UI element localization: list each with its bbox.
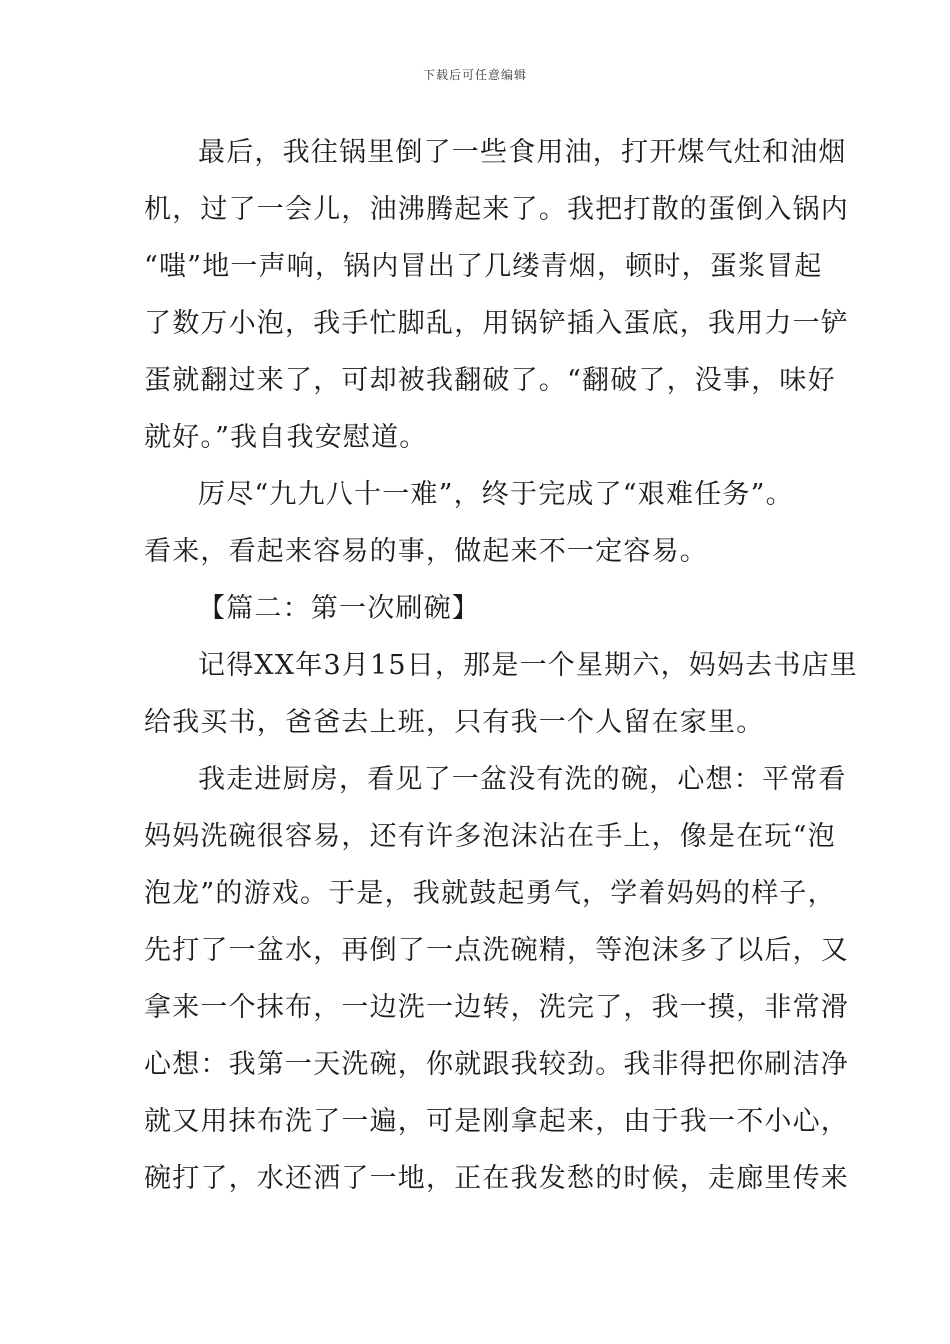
text-line: 最后，我往锅里倒了一些食用油，打开煤气灶和油烟 bbox=[198, 137, 847, 168]
text-line: 先打了一盆水，再倒了一点洗碗精，等泡沫多了以后，又 bbox=[144, 935, 849, 966]
text-line: 看来，看起来容易的事，做起来不一定容易。 bbox=[144, 536, 708, 567]
text-line: 妈妈洗碗很容易，还有许多泡沫沾在手上，像是在玩“泡 bbox=[144, 821, 836, 852]
text-line: 记得XX年3月15日，那是一个星期六，妈妈去书店里 bbox=[198, 650, 858, 681]
text-line: 厉尽“九九八十一难”，终于完成了“艰难任务”。 bbox=[198, 479, 794, 510]
text-line: 拿来一个抹布，一边洗一边转，洗完了，我一摸，非常滑 bbox=[144, 992, 849, 1023]
text-line: 心想：我第一天洗碗，你就跟我较劲。我非得把你刷洁净 bbox=[144, 1049, 849, 1080]
text-line: 就好。”我自我安慰道。 bbox=[144, 422, 428, 453]
text-line: 泡龙”的游戏。于是，我就鼓起勇气，学着妈妈的样子， bbox=[144, 878, 836, 909]
text-line: 我走进厨房，看见了一盆没有洗的碗，心想：平常看 bbox=[198, 764, 847, 795]
text-line: 碗打了，水还洒了一地，正在我发愁的时候，走廊里传来 bbox=[144, 1163, 849, 1194]
text-line: 机，过了一会儿，油沸腾起来了。我把打散的蛋倒入锅内 bbox=[144, 194, 849, 225]
text-line: 给我买书，爸爸去上班，只有我一个人留在家里。 bbox=[144, 707, 765, 738]
text-line: 了数万小泡，我手忙脚乱，用锅铲插入蛋底，我用力一铲 bbox=[144, 308, 849, 339]
text-line: 就又用抹布洗了一遍，可是刚拿起来，由于我一不小心， bbox=[144, 1106, 849, 1137]
section-heading: 【篇二：第一次刷碗】 bbox=[198, 593, 480, 624]
page-header: 下载后可任意编辑 bbox=[422, 68, 527, 82]
text-line: 蛋就翻过来了，可却被我翻破了。“翻破了，没事，味好 bbox=[144, 365, 836, 396]
text-line: “嗤”地一声响，锅内冒出了几缕青烟，顿时，蛋浆冒起 bbox=[144, 251, 823, 282]
